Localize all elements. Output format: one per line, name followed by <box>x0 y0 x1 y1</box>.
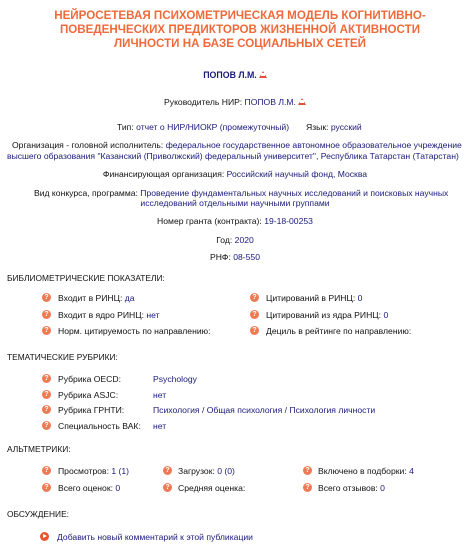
help-icon[interactable]: ? <box>303 483 312 492</box>
help-icon[interactable]: ? <box>42 326 51 335</box>
core-cit-value: 0 <box>383 310 389 320</box>
rinc-cit-label: Цитирований в РИНЦ: <box>266 293 356 303</box>
language-label: Язык: <box>306 122 329 132</box>
collections-row <box>318 466 414 476</box>
funding-label: Финансирующая организация: <box>102 169 225 179</box>
author-link[interactable]: ПОПОВ Л.М. <box>203 70 257 80</box>
rnf-value: 08-550 <box>233 252 260 262</box>
rinc-cit-value: 0 <box>357 293 363 303</box>
norm-row <box>58 326 210 336</box>
contest-label: Вид конкурса, программа: <box>34 188 138 198</box>
organization-link[interactable]: федеральное государственное автономное образовательное учреждение <box>165 140 462 150</box>
grant-line <box>0 216 470 226</box>
views-value: 1 (1) <box>111 466 130 476</box>
grnti-link-personality[interactable]: Психология личности <box>289 405 376 415</box>
asjc-label: Рубрика ASJC: <box>58 390 119 400</box>
norm-label: Норм. цитируемость по направлению: <box>58 326 211 336</box>
year-label: Год: <box>216 235 233 245</box>
help-icon[interactable]: ? <box>42 390 51 399</box>
avg-label: Средняя оценка: <box>178 483 246 493</box>
core-in-value: нет <box>146 310 160 320</box>
rinc-in-label: Входит в РИНЦ: <box>58 293 123 303</box>
help-icon[interactable]: ? <box>42 421 51 430</box>
type-label: Тип: <box>117 122 134 132</box>
biblio-heading: БИБЛИОМЕТРИЧЕСКИЕ ПОКАЗАТЕЛИ: <box>7 273 165 283</box>
decile-label: Дециль в рейтинге по направлению: <box>266 326 412 336</box>
help-icon[interactable]: ? <box>163 466 172 475</box>
organization-label: Организация - головной исполнитель: <box>12 140 164 150</box>
decile-row <box>266 326 411 336</box>
core-cit-label: Цитирований из ядра РИНЦ: <box>266 310 382 320</box>
play-icon[interactable] <box>40 532 49 541</box>
ratings-row <box>58 483 120 493</box>
rinc-cit-row <box>266 293 362 303</box>
reviews-label: Всего отзывов: <box>318 483 378 493</box>
rnf-line <box>0 252 470 262</box>
ratings-label: Всего оценок: <box>58 483 113 493</box>
grant-label: Номер гранта (контракта): <box>157 216 262 226</box>
funding-link[interactable]: Российский научный фонд, Москва <box>226 169 368 179</box>
ratings-value: 0 <box>115 483 121 493</box>
collections-link[interactable]: 4 <box>409 466 414 476</box>
core-cit-row <box>266 310 388 320</box>
help-icon[interactable]: ? <box>42 310 51 319</box>
rinc-in-row <box>58 293 135 303</box>
contest-link-cont[interactable]: исследований отдельными научными группами <box>140 198 330 208</box>
downloads-value: 0 (0) <box>217 466 235 476</box>
organization-line1 <box>12 140 462 150</box>
contest-line2 <box>0 198 470 208</box>
help-icon[interactable]: ? <box>42 293 51 302</box>
year-line <box>0 235 470 245</box>
author-line <box>0 70 470 80</box>
year-value: 2020 <box>234 235 254 245</box>
rnf-label: РНФ: <box>209 252 231 262</box>
oecd-label: Рубрика OECD: <box>58 374 121 384</box>
research-head-link[interactable]: ПОПОВ Л.М. <box>244 97 296 107</box>
collections-label: Включено в подборки: <box>318 466 407 476</box>
views-label: Просмотров: <box>58 466 109 476</box>
reviews-row <box>318 483 385 493</box>
oecd-link[interactable]: Psychology <box>153 374 197 384</box>
reviews-value: 0 <box>380 483 385 493</box>
grnti-values <box>153 405 375 415</box>
downloads-row <box>178 466 235 476</box>
research-head-label: Руководитель НИР: <box>164 97 243 107</box>
warning-icon <box>259 71 267 78</box>
views-row <box>58 466 129 476</box>
core-in-row <box>58 310 160 320</box>
grnti-separator: / <box>284 405 288 415</box>
add-comment-link[interactable]: Добавить новый комментарий к этой публикации <box>57 532 253 542</box>
grnti-link-general[interactable]: Общая психология <box>206 405 283 415</box>
asjc-value: нет <box>153 390 167 400</box>
help-icon[interactable]: ? <box>42 405 51 414</box>
rubrics-heading: ТЕМАТИЧЕСКИЕ РУБРИКИ: <box>7 352 118 362</box>
core-in-label: Входит в ядро РИНЦ: <box>58 310 144 320</box>
contest-line1 <box>34 188 448 198</box>
help-icon[interactable]: ? <box>250 310 259 319</box>
discussion-heading: ОБСУЖДЕНИЕ: <box>7 509 69 519</box>
grnti-separator: / <box>201 405 205 415</box>
warning-icon <box>298 98 306 105</box>
downloads-label: Загрузок: <box>178 466 215 476</box>
help-icon[interactable]: ? <box>250 293 259 302</box>
type-value: отчет о НИР/НИОКР (промежуточный) <box>136 122 290 132</box>
avg-row <box>178 483 245 493</box>
grnti-label: Рубрика ГРНТИ: <box>58 405 125 415</box>
type-line <box>117 122 289 132</box>
organization-link-cont[interactable]: высшего образования "Казанский (Приволжский) федеральный университет", Республика Татарстан (Татарстан) <box>7 151 459 161</box>
language-line <box>306 122 362 132</box>
help-icon[interactable]: ? <box>250 326 259 335</box>
help-icon[interactable]: ? <box>303 466 312 475</box>
organization-line2 <box>7 151 459 161</box>
contest-link[interactable]: Проведение фундаментальных научных исследований и поисковых научных <box>140 188 449 198</box>
altmetrics-heading: АЛЬТМЕТРИКИ: <box>7 444 71 454</box>
vak-label: Специальность ВАК: <box>58 421 141 431</box>
grnti-link-psychology[interactable]: Психология <box>153 405 200 415</box>
help-icon[interactable]: ? <box>163 483 172 492</box>
funding-line <box>0 169 470 179</box>
vak-value: нет <box>153 421 167 431</box>
language-value: русский <box>330 122 362 132</box>
rinc-in-value: да <box>124 293 135 303</box>
grant-value: 19-18-00253 <box>264 216 313 226</box>
research-head-line <box>0 97 470 107</box>
help-icon[interactable]: ? <box>42 466 51 475</box>
publication-title: НЕЙРОСЕТЕВАЯ ПСИХОМЕТРИЧЕСКАЯ МОДЕЛЬ КОГНИТИВНО-ПОВЕДЕНЧЕСКИХ ПРЕДИКТОРОВ ЖИЗНЕННОЙ АКТИВНОСТИ ЛИЧНОСТИ НА БАЗЕ СОЦИАЛЬНЫХ СЕТЕЙ <box>54 9 426 50</box>
help-icon[interactable]: ? <box>42 374 51 383</box>
help-icon[interactable]: ? <box>42 483 51 492</box>
